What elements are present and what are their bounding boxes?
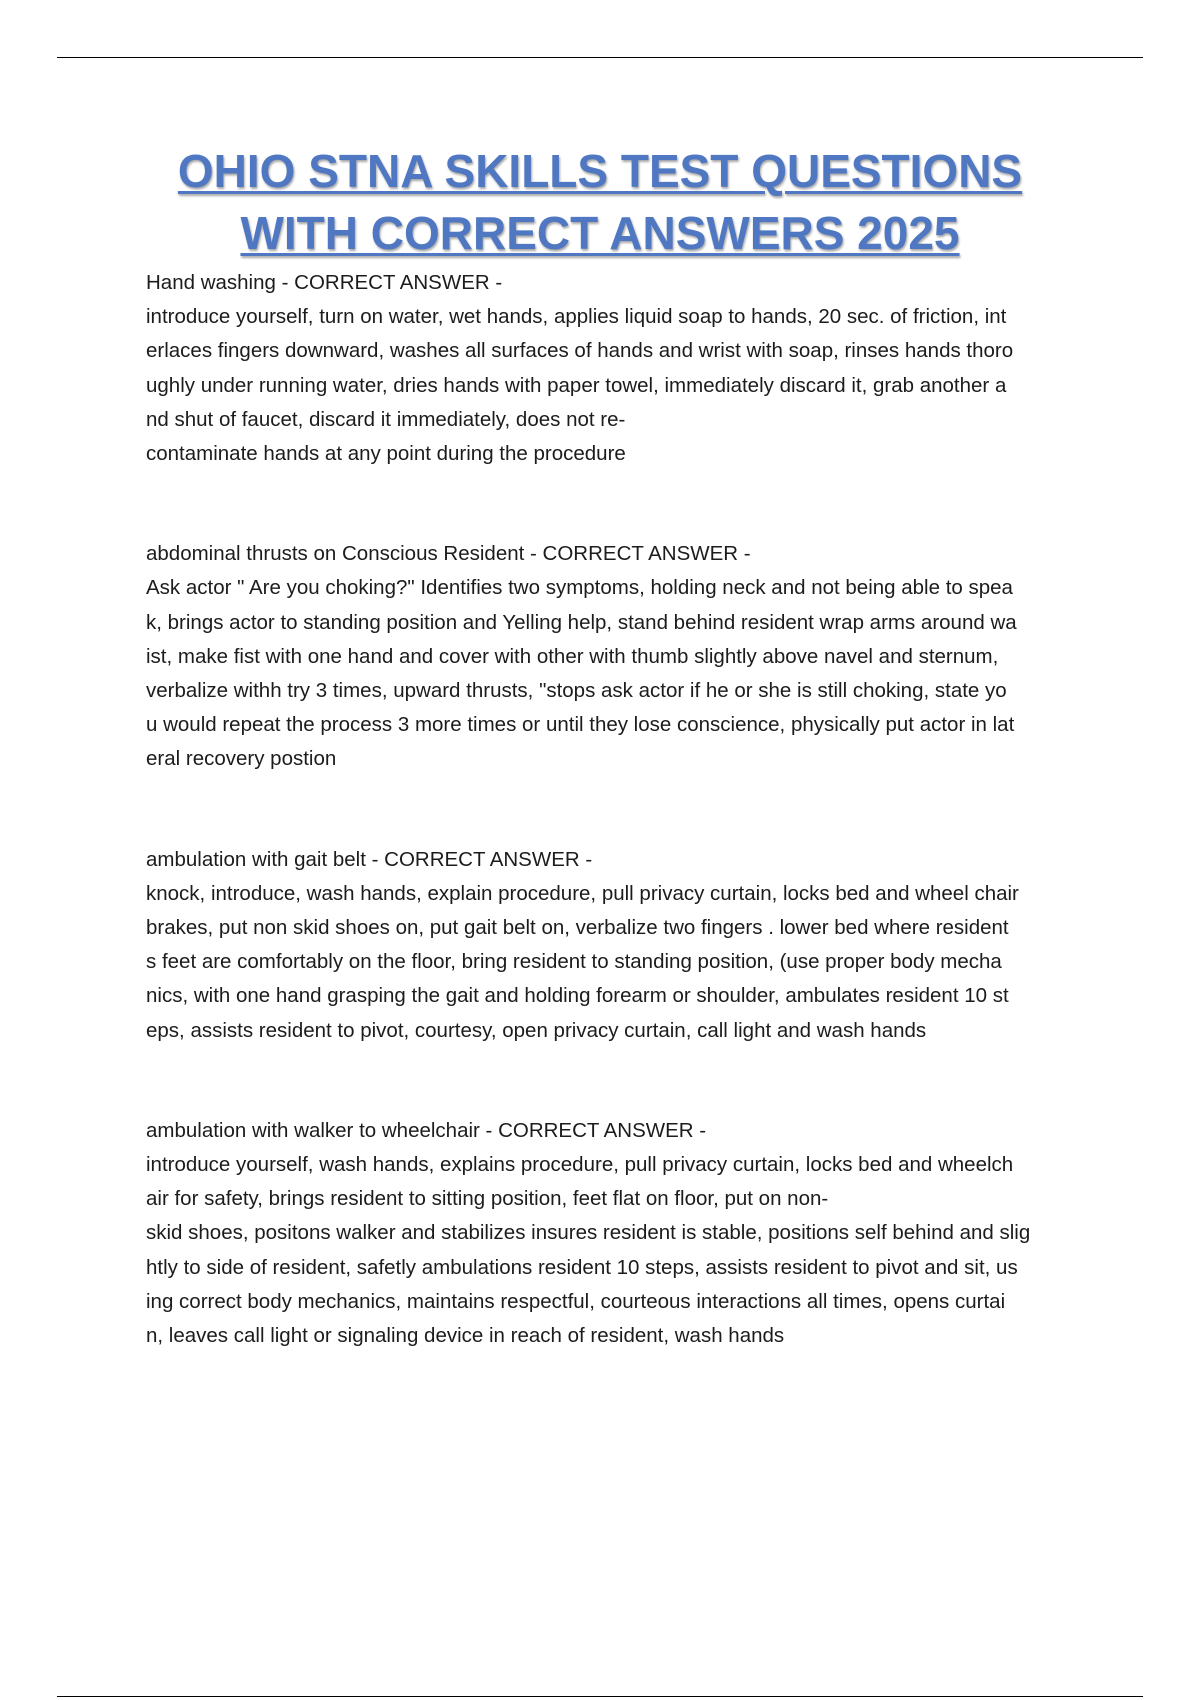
answer-line: s feet are comfortably on the floor, bring resident to standing position, (use proper body mecha	[146, 950, 1002, 974]
answer-line: introduce yourself, turn on water, wet hands, applies liquid soap to hands, 20 sec. of friction, int	[146, 305, 1007, 329]
answer-line: introduce yourself, wash hands, explains procedure, pull privacy curtain, locks bed and wheelch	[146, 1153, 1014, 1177]
qa-entry-gait-belt	[146, 843, 1096, 1048]
answer-line: ing correct body mechanics, maintains respectful, courteous interactions all times, opens curtai	[146, 1289, 1006, 1313]
qa-entry-walker-to-wheelchair	[146, 1114, 1096, 1353]
answer-line: eral recovery postion	[146, 747, 337, 771]
answer-line: htly to side of resident, safetly ambulations resident 10 steps, assists resident to pivot and sit, us	[146, 1255, 1018, 1279]
answer-line: skid shoes, positons walker and stabilizes insures resident is stable, positions self behind and slig	[146, 1221, 1031, 1245]
answer-line: erlaces fingers downward, washes all surfaces of hands and wrist with soap, rinses hands thoro	[146, 339, 1014, 363]
answer-line: verbalize withh try 3 times, upward thrusts, "stops ask actor if he or she is still choking, state yo	[146, 679, 1007, 703]
answer-line: brakes, put non skid shoes on, put gait belt on, verbalize two fingers . lower bed where resident	[146, 916, 1009, 940]
answer-line: eps, assists resident to pivot, courtesy, open privacy curtain, call light and wash hands	[146, 1018, 927, 1042]
question-text: abdominal thrusts on Conscious Resident - CORRECT ANSWER -	[146, 542, 751, 566]
answer-line: ist, make fist with one hand and cover with other with thumb slightly above navel and sternum,	[146, 644, 999, 668]
answer-line: nd shut of faucet, discard it immediately, does not re-	[146, 407, 626, 431]
title-line-1: OHIO STNA SKILLS TEST QUESTIONS	[177, 145, 1023, 197]
qa-entry-abdominal-thrusts	[146, 537, 1096, 776]
answer-line: nics, with one hand grasping the gait and holding forearm or shoulder, ambulates resident 10 st	[146, 984, 1009, 1008]
answer-line: ughly under running water, dries hands with paper towel, immediately discard it, grab another a	[146, 373, 1007, 397]
top-rule	[57, 57, 1143, 58]
answer-line: contaminate hands at any point during the procedure	[146, 442, 626, 466]
answer-line: air for safety, brings resident to sitting position, feet flat on floor, put on non-	[146, 1187, 829, 1211]
title-line-2: WITH CORRECT ANSWERS 2025	[240, 207, 960, 259]
answer-line: n, leaves call light or signaling device in reach of resident, wash hands	[146, 1324, 785, 1348]
qa-list	[146, 266, 1096, 1419]
qa-entry-hand-washing	[146, 266, 1096, 471]
answer-line: u would repeat the process 3 more times or until they lose conscience, physically put actor in lat	[146, 713, 1015, 737]
answer-line: k, brings actor to standing position and Yelling help, stand behind resident wrap arms around wa	[146, 610, 1017, 634]
page-title	[0, 140, 1200, 264]
answer-line: knock, introduce, wash hands, explain procedure, pull privacy curtain, locks bed and wheel chair	[146, 881, 1019, 905]
question-text: ambulation with walker to wheelchair - CORRECT ANSWER -	[146, 1118, 707, 1142]
bottom-rule	[57, 1696, 1143, 1697]
question-text: ambulation with gait belt - CORRECT ANSWER -	[146, 847, 593, 871]
answer-line: Ask actor " Are you choking?" Identifies two symptoms, holding neck and not being able to spea	[146, 576, 1013, 600]
question-text: Hand washing - CORRECT ANSWER -	[146, 271, 503, 294]
